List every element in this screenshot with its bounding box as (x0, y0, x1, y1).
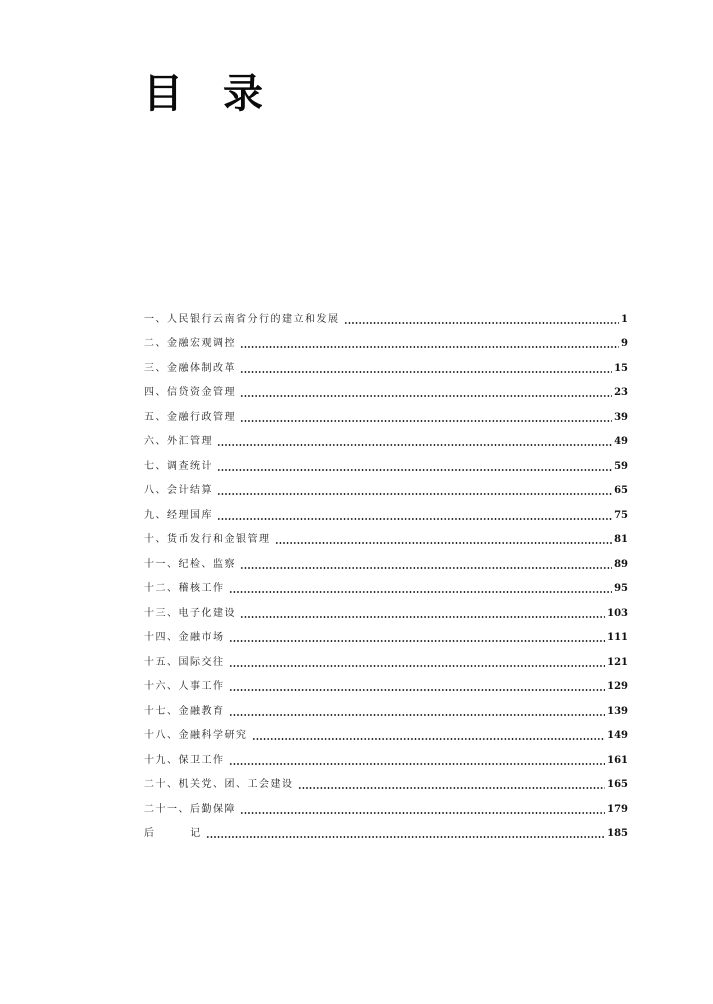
toc-entry-label: 二十一、后勤保障 (144, 803, 236, 815)
toc-entry-page: 179 (607, 803, 628, 815)
toc-dot-leader (344, 322, 620, 324)
toc-entry[interactable] (144, 400, 628, 425)
page-title (143, 70, 263, 118)
toc-entry-label: 七、调查统计 (144, 460, 213, 472)
toc-entry-label: 五、金融行政管理 (144, 411, 236, 423)
toc-entry[interactable] (144, 523, 628, 548)
toc-entry-page: 139 (607, 705, 628, 717)
toc-entry-label: 十五、国际交往 (144, 656, 225, 668)
toc-dot-leader (240, 420, 612, 422)
toc-entry-page: 95 (614, 583, 628, 594)
toc-entry-label: 十、货币发行和金银管理 (144, 534, 271, 545)
toc-entry-label: 十六、人事工作 (144, 681, 225, 692)
page-title-char-2: 录 (223, 71, 263, 117)
toc-entry-label: 后 记 (144, 828, 202, 839)
toc-entry[interactable] (144, 670, 628, 695)
toc-dot-leader (298, 787, 606, 789)
toc-entry-label: 一、人民银行云南省分行的建立和发展 (144, 313, 340, 325)
toc-entry[interactable] (144, 792, 628, 817)
toc-entry-page: 1 (621, 313, 628, 325)
toc-entry-label: 十三、电子化建设 (144, 607, 236, 619)
toc-entry-page: 65 (614, 485, 628, 496)
toc-entry-page: 39 (614, 411, 628, 423)
toc-entry-label: 十四、金融市场 (144, 632, 225, 643)
toc-entry[interactable] (144, 645, 628, 670)
toc-dot-leader (229, 665, 606, 667)
toc-entry-label: 十二、稽核工作 (144, 583, 225, 594)
toc-entry[interactable] (144, 449, 628, 474)
toc-entry-label: 四、信贷资金管理 (144, 387, 236, 398)
toc-entry[interactable] (144, 596, 628, 621)
toc-entry-label: 十一、纪检、监察 (144, 558, 236, 570)
toc-dot-leader (217, 469, 612, 471)
toc-entry-label: 三、金融体制改革 (144, 362, 236, 374)
toc-entry-label: 八、会计结算 (144, 485, 213, 496)
toc-entry-label: 二十、机关党、团、工会建设 (144, 779, 294, 790)
toc-entry-page: 23 (614, 387, 628, 398)
toc-entry-label: 六、外汇管理 (144, 436, 213, 447)
toc-entry-page: 121 (607, 656, 628, 668)
toc-entry-page: 129 (607, 681, 628, 692)
toc-dot-leader (240, 395, 612, 397)
toc-entry[interactable] (144, 498, 628, 523)
toc-dot-leader (229, 591, 613, 593)
toc-entry[interactable] (144, 743, 628, 768)
toc-dot-leader (240, 567, 612, 569)
toc-entry-page: 15 (614, 362, 628, 374)
toc-entry-page: 165 (607, 779, 628, 790)
toc-entry-page: 9 (621, 338, 628, 349)
toc-entry-label: 二、金融宏观调控 (144, 338, 236, 349)
toc-entry-page: 89 (614, 558, 628, 570)
page-title-char-1: 目 (143, 71, 183, 117)
toc-entry-label: 十七、金融教育 (144, 705, 225, 717)
toc-dot-leader (275, 542, 613, 544)
toc-entry[interactable] (144, 621, 628, 646)
toc-entry-page: 149 (607, 730, 628, 741)
toc-entry[interactable] (144, 719, 628, 744)
toc-entry[interactable] (144, 302, 628, 327)
toc-entry-page: 49 (614, 436, 628, 447)
toc-dot-leader (240, 371, 612, 373)
toc-dot-leader (217, 493, 612, 495)
toc-entry-page: 161 (607, 754, 628, 766)
toc-entry[interactable] (144, 376, 628, 401)
toc-dot-leader (240, 616, 605, 618)
toc-entry-label: 十九、保卫工作 (144, 754, 225, 766)
toc-entry[interactable] (144, 572, 628, 597)
toc-entry-page: 103 (607, 607, 628, 619)
toc-entry[interactable] (144, 768, 628, 793)
toc-entry-page: 75 (614, 509, 628, 521)
toc-dot-leader (217, 444, 612, 446)
toc-dot-leader (229, 714, 606, 716)
toc-entry-label: 十八、金融科学研究 (144, 730, 248, 741)
toc-entry[interactable] (144, 817, 628, 842)
toc-dot-leader (240, 812, 605, 814)
toc-dot-leader (229, 763, 606, 765)
toc-dot-leader (229, 689, 606, 691)
toc-dot-leader (217, 518, 612, 520)
toc-entry-page: 111 (607, 632, 628, 643)
toc-dot-leader (206, 836, 605, 838)
toc-entry[interactable] (144, 474, 628, 499)
toc-entry[interactable] (144, 351, 628, 376)
toc-entry[interactable] (144, 547, 628, 572)
toc-entry[interactable] (144, 425, 628, 450)
table-of-contents (144, 302, 628, 841)
toc-dot-leader (229, 640, 606, 642)
toc-entry-page: 81 (614, 534, 628, 545)
toc-entry-page: 185 (607, 828, 628, 839)
toc-dot-leader (240, 346, 619, 348)
toc-entry-label: 九、经理国库 (144, 509, 213, 521)
toc-entry[interactable] (144, 327, 628, 352)
toc-entry-page: 59 (614, 460, 628, 472)
toc-entry[interactable] (144, 694, 628, 719)
toc-dot-leader (252, 738, 606, 740)
